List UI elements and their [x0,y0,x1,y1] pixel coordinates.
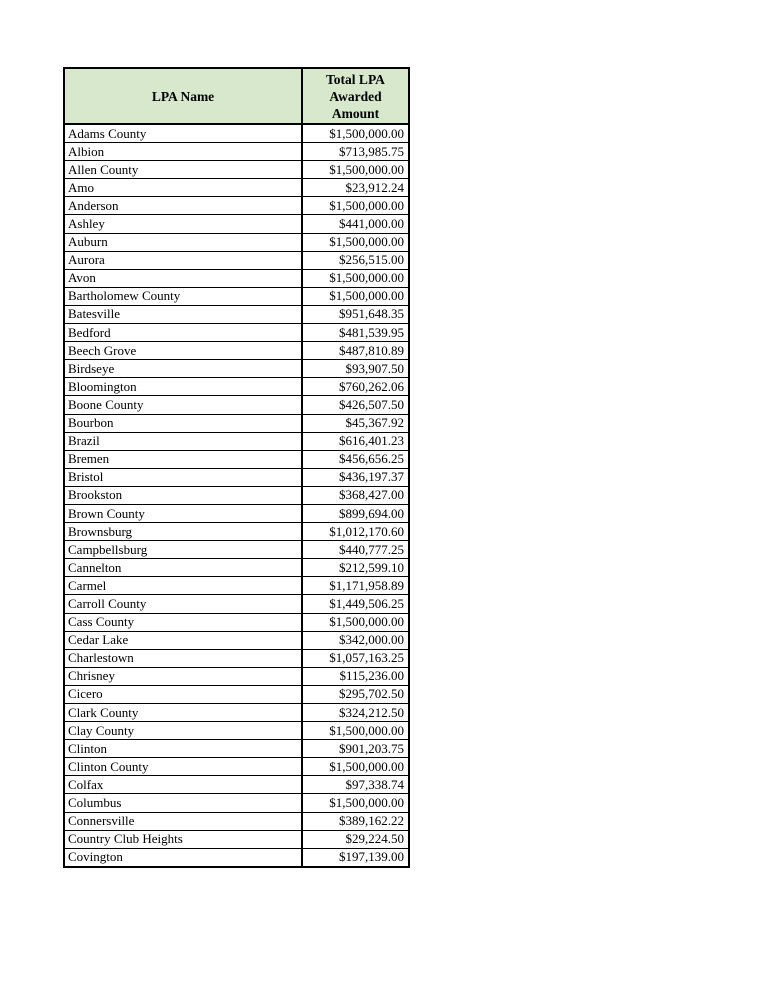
table-row [64,305,409,323]
awarded-amount-cell: $295,702.50 [302,685,409,703]
lpa-name-cell: Clark County [64,704,302,722]
lpa-name-cell: Batesville [64,305,302,323]
awarded-amount-cell: $1,500,000.00 [302,269,409,287]
lpa-name-cell: Albion [64,143,302,161]
awarded-amount-cell: $951,648.35 [302,305,409,323]
table-row [64,342,409,360]
table-row [64,595,409,613]
awarded-amount-cell: $436,197.37 [302,468,409,486]
table-row [64,414,409,432]
table-row [64,287,409,305]
lpa-name-cell: Brazil [64,432,302,450]
awarded-amount-cell: $1,500,000.00 [302,613,409,631]
awarded-amount-cell: $45,367.92 [302,414,409,432]
lpa-name-cell: Brown County [64,504,302,522]
lpa-name-cell: Bristol [64,468,302,486]
table-row [64,251,409,269]
lpa-name-cell: Clinton County [64,758,302,776]
table-row [64,396,409,414]
table-row [64,179,409,197]
table-row [64,324,409,342]
table-row [64,541,409,559]
table-header [64,68,409,124]
table-row [64,685,409,703]
table-row [64,848,409,867]
awarded-amount-cell: $1,500,000.00 [302,722,409,740]
awarded-amount-cell: $324,212.50 [302,704,409,722]
awarded-amount-cell: $901,203.75 [302,740,409,758]
lpa-name-cell: Beech Grove [64,342,302,360]
table-row [64,649,409,667]
table-row [64,613,409,631]
table-row [64,486,409,504]
table-row [64,667,409,685]
awarded-amount-cell: $487,810.89 [302,342,409,360]
lpa-name-cell: Carroll County [64,595,302,613]
lpa-name-cell: Bartholomew County [64,287,302,305]
lpa-name-cell: Charlestown [64,649,302,667]
awarded-amount-cell: $713,985.75 [302,143,409,161]
lpa-name-cell: Chrisney [64,667,302,685]
awarded-amount-cell: $426,507.50 [302,396,409,414]
lpa-name-cell: Brownsburg [64,523,302,541]
table-row [64,577,409,595]
lpa-name-cell: Connersville [64,812,302,830]
table-row [64,776,409,794]
table-row [64,378,409,396]
lpa-name-cell: Aurora [64,251,302,269]
table-row [64,360,409,378]
lpa-name-cell: Bourbon [64,414,302,432]
lpa-name-cell: Cannelton [64,559,302,577]
awarded-amount-cell: $1,171,958.89 [302,577,409,595]
awarded-amount-cell: $441,000.00 [302,215,409,233]
awarded-amount-cell: $440,777.25 [302,541,409,559]
awarded-amount-cell: $616,401.23 [302,432,409,450]
lpa-name-cell: Amo [64,179,302,197]
awarded-amount-cell: $1,500,000.00 [302,124,409,143]
header-lpa-name: LPA Name [64,68,302,124]
lpa-name-cell: Carmel [64,577,302,595]
table-row [64,559,409,577]
lpa-name-cell: Boone County [64,396,302,414]
awarded-amount-cell: $1,500,000.00 [302,197,409,215]
lpa-name-cell: Ashley [64,215,302,233]
awarded-amount-cell: $481,539.95 [302,324,409,342]
table-row [64,794,409,812]
lpa-name-cell: Clinton [64,740,302,758]
lpa-name-cell: Country Club Heights [64,830,302,848]
awarded-amount-cell: $342,000.00 [302,631,409,649]
table-row [64,197,409,215]
table-row [64,450,409,468]
lpa-name-cell: Clay County [64,722,302,740]
table-row [64,233,409,251]
awarded-amount-cell: $1,500,000.00 [302,233,409,251]
table-row [64,704,409,722]
awarded-amount-cell: $256,515.00 [302,251,409,269]
awarded-amount-cell: $212,599.10 [302,559,409,577]
table-row [64,215,409,233]
lpa-name-cell: Cicero [64,685,302,703]
awarded-amount-cell: $97,338.74 [302,776,409,794]
lpa-name-cell: Covington [64,848,302,867]
lpa-name-cell: Birdseye [64,360,302,378]
awarded-amount-cell: $93,907.50 [302,360,409,378]
awarded-amount-cell: $1,057,163.25 [302,649,409,667]
awarded-amount-cell: $1,500,000.00 [302,794,409,812]
lpa-name-cell: Colfax [64,776,302,794]
table-row [64,740,409,758]
table-row [64,143,409,161]
lpa-name-cell: Auburn [64,233,302,251]
awarded-amount-cell: $1,012,170.60 [302,523,409,541]
lpa-name-cell: Anderson [64,197,302,215]
awarded-amount-cell: $29,224.50 [302,830,409,848]
awarded-amount-cell: $760,262.06 [302,378,409,396]
awarded-amount-cell: $23,912.24 [302,179,409,197]
table-row [64,432,409,450]
lpa-name-cell: Columbus [64,794,302,812]
lpa-name-cell: Bremen [64,450,302,468]
lpa-name-cell: Cedar Lake [64,631,302,649]
awarded-amount-cell: $1,500,000.00 [302,287,409,305]
table-row [64,523,409,541]
table-row [64,269,409,287]
lpa-name-cell: Bedford [64,324,302,342]
awarded-amount-cell: $1,500,000.00 [302,161,409,179]
table-body [64,124,409,867]
awarded-amount-cell: $197,139.00 [302,848,409,867]
table-row [64,504,409,522]
lpa-name-cell: Cass County [64,613,302,631]
awarded-amount-cell: $1,500,000.00 [302,758,409,776]
awarded-amount-cell: $368,427.00 [302,486,409,504]
lpa-name-cell: Bloomington [64,378,302,396]
awarded-amount-cell: $389,162.22 [302,812,409,830]
table-row [64,830,409,848]
header-total-lpa-awarded-amount: Total LPA Awarded Amount [302,68,409,124]
lpa-name-cell: Adams County [64,124,302,143]
table-row [64,124,409,143]
awarded-amount-cell: $1,449,506.25 [302,595,409,613]
table-row [64,468,409,486]
table-row [64,812,409,830]
table-row [64,758,409,776]
awarded-amount-cell: $456,656.25 [302,450,409,468]
table-row [64,722,409,740]
table-row [64,161,409,179]
lpa-awards-table [63,67,410,868]
awarded-amount-cell: $115,236.00 [302,667,409,685]
lpa-name-cell: Allen County [64,161,302,179]
lpa-name-cell: Avon [64,269,302,287]
lpa-name-cell: Campbellsburg [64,541,302,559]
awarded-amount-cell: $899,694.00 [302,504,409,522]
lpa-name-cell: Brookston [64,486,302,504]
table-row [64,631,409,649]
header-row [64,68,409,124]
